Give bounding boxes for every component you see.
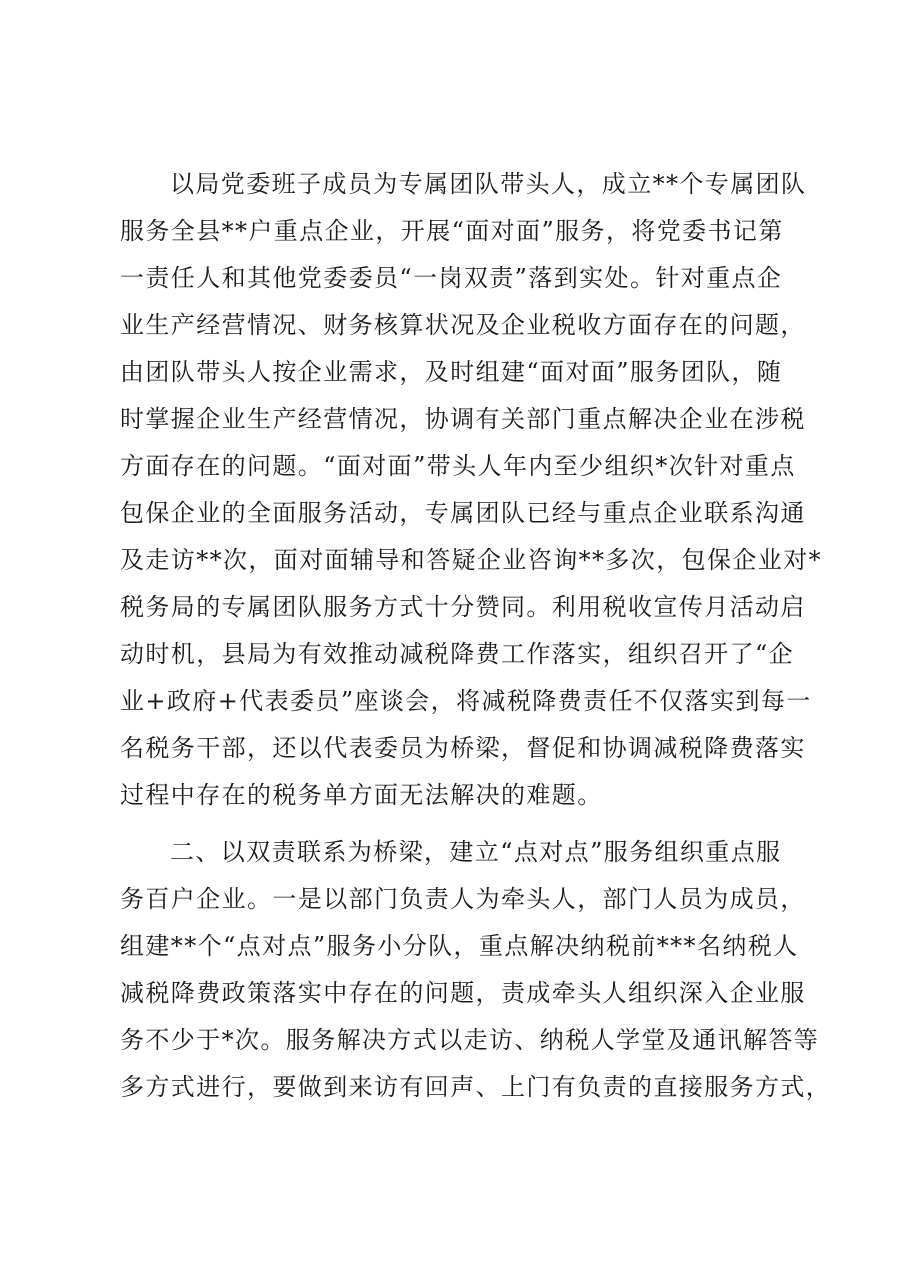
paragraph-1-line-1: 以局党委班子成员为专属团队带头人，成立**个专属团队 bbox=[170, 170, 807, 198]
paragraph-1-line-14: 过程中存在的税务单方面无法解决的难题。 bbox=[120, 781, 603, 809]
paragraph-2-line-5: 务不少于*次。服务解决方式以走访、纳税人学堂及通讯解答等 bbox=[120, 1026, 820, 1054]
paragraph-1-line-11: 动时机，县局为有效推动减税降费工作落实，组织召开了“企 bbox=[120, 640, 795, 668]
paragraph-1-line-13: 名税务干部，还以代表委员为桥梁，督促和协调减税降费落实 bbox=[120, 734, 806, 762]
paragraph-1-line-2: 服务全县**户重点企业，开展“面对面”服务，将党委书记第 bbox=[120, 217, 784, 245]
paragraph-1-line-3: 一责任人和其他党委委员“一岗双责”落到实处。针对重点企 bbox=[120, 264, 783, 292]
paragraph-2-line-4: 减税降费政策落实中存在的问题，责成牵头人组织深入企业服 bbox=[120, 979, 806, 1007]
paragraph-2-line-3: 组建**个“点对点”服务小分队，重点解决纳税前***名纳税人 bbox=[120, 932, 799, 960]
paragraph-2-line-2: 务百户企业。一是以部门负责人为牵头人，部门人员为成员， bbox=[120, 885, 806, 913]
paragraph-1-line-9: 及走访**次，面对面辅导和答疑企业咨询**多次，包保企业对* bbox=[120, 546, 822, 574]
paragraph-1-line-12: 业+政府+代表委员”座谈会，将减税降费责任不仅落实到每一 bbox=[120, 687, 812, 715]
paragraph-1-line-10: 税务局的专属团队服务方式十分赞同。利用税收宣传月活动启 bbox=[120, 593, 806, 621]
paragraph-2-line-1: 二、以双责联系为桥梁，建立“点对点”服务组织重点服 bbox=[170, 838, 782, 866]
paragraph-1-line-5: 由团队带头人按企业需求，及时组建“面对面”服务团队，随 bbox=[120, 358, 783, 386]
paragraph-2-line-6: 多方式进行，要做到来访有回声、上门有负责的直接服务方式， bbox=[120, 1073, 832, 1101]
paragraph-1-line-7: 方面存在的问题。“面对面”带头人年内至少组织*次针对重点 bbox=[120, 452, 796, 480]
paragraph-1-line-8: 包保企业的全面服务活动，专属团队已经与重点企业联系沟通 bbox=[120, 499, 806, 527]
paragraph-1-line-4: 业生产经营情况、财务核算状况及企业税收方面存在的问题， bbox=[120, 311, 806, 339]
paragraph-1-line-6: 时掌握企业生产经营情况，协调有关部门重点解决企业在涉税 bbox=[120, 405, 806, 433]
